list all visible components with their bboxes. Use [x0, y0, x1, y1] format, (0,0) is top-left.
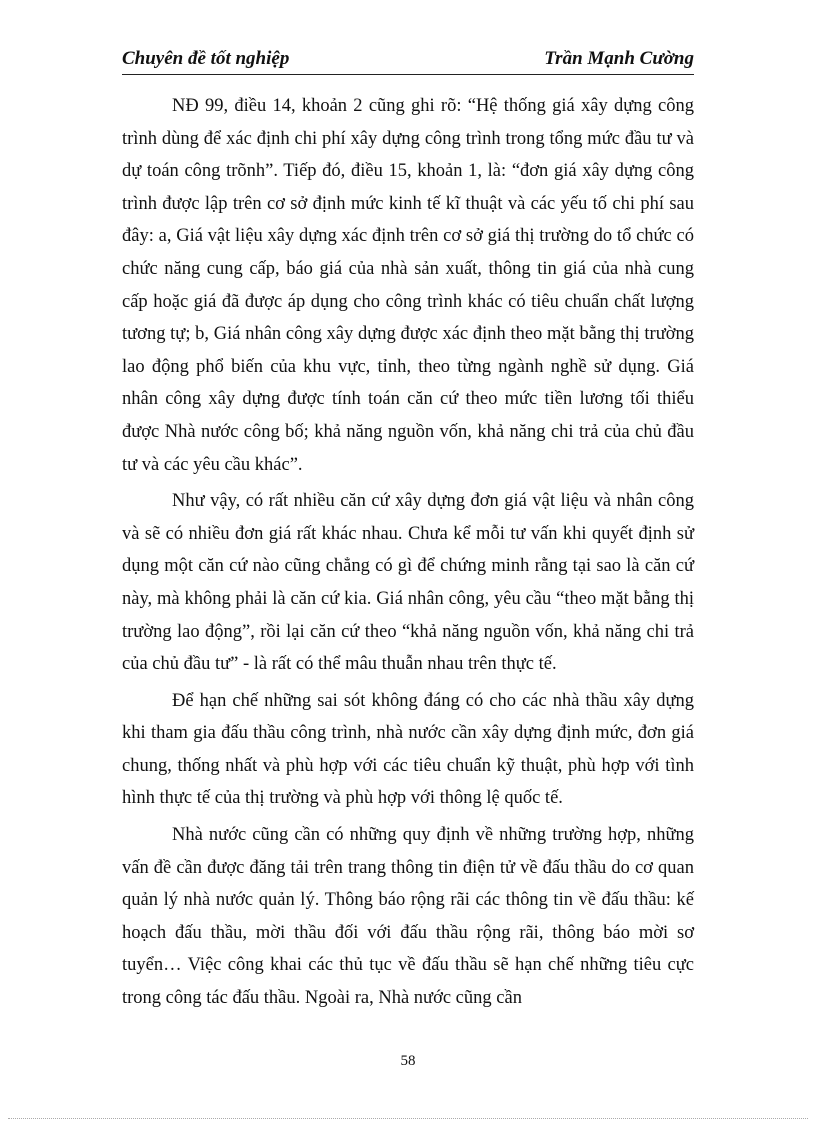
header-author: Trần Mạnh Cường: [544, 48, 694, 69]
page-header: [122, 44, 694, 75]
paragraph: Như vậy, có rất nhiều căn cứ xây dựng đơn giá vật liệu và nhân công và sẽ có nhiều đơn giá rất khác nhau. Chưa kể mỗi tư vấn khi quyết định sử dụng một căn cứ nào cũng chẳng có gì để chứng minh rằng tại sao là căn cứ này, mà không phải là căn cứ kia. Giá nhân công, yêu cầu “theo mặt bằng thị trường lao động”, rồi lại căn cứ theo “khả năng nguồn vốn, khả năng chi trả của chủ đầu tư” - là rất có thể mâu thuẫn nhau trên thực tế.: [122, 491, 694, 675]
page-number: 58: [400, 1053, 416, 1069]
page-bottom-divider: [8, 1118, 808, 1119]
paragraph: NĐ 99, điều 14, khoản 2 cũng ghi rõ: “Hệ thống giá xây dựng công trình dùng để xác định chi phí xây dựng công trình trong tổng mức đầu tư và dự toán công trõnh”. Tiếp đó, điều 15, khoản 1, là: “đơn giá xây dựng công trình được lập trên cơ sở định mức kinh tế kĩ thuật và các yếu tố chi phí sau đây: a, Giá vật liệu xây dựng xác định trên cơ sở giá thị trường do tổ chức có chức năng cung cấp, báo giá của nhà sản xuất, thông tin giá của nhà cung cấp hoặc giá đã được áp dụng cho công trình khác có tiêu chuẩn chất lượng tương tự; b, Giá nhân công xây dựng được xác định theo mặt bằng thị trường lao động phổ biến của khu vực, tỉnh, theo từng ngành nghề sử dụng. Giá nhân công xây dựng được tính toán căn cứ theo mức tiền lương tối thiểu được Nhà nước công bố; khả năng nguồn vốn, khả năng chi trả của chủ đầu tư và các yêu cầu khác”.: [122, 96, 694, 475]
header-title: Chuyên đề tốt nghiệp: [122, 48, 290, 69]
body-text: [122, 90, 694, 1019]
paragraph: Nhà nước cũng cần có những quy định về những trường hợp, những vấn đề cần được đăng tải trên trang thông tin điện tử về đấu thầu do cơ quan quản lý nhà nước quản lý. Thông báo rộng rãi các thông tin về đấu thầu: kế hoạch đấu thầu, mời thầu đối với đấu thầu rộng rãi, thông báo mời sơ tuyển… Việc công khai các thủ tục về đấu thầu sẽ hạn chế những tiêu cực trong công tác đấu thầu. Ngoài ra, Nhà nước cũng cần: [122, 825, 694, 1009]
paragraph: Để hạn chế những sai sót không đáng có cho các nhà thầu xây dựng khi tham gia đấu thầu công trình, nhà nước cần xây dựng định mức, đơn giá chung, thống nhất và phù hợp với các tiêu chuẩn kỹ thuật, phù hợp với tình hình thực tế của thị trường và phù hợp với thông lệ quốc tế.: [122, 690, 694, 809]
